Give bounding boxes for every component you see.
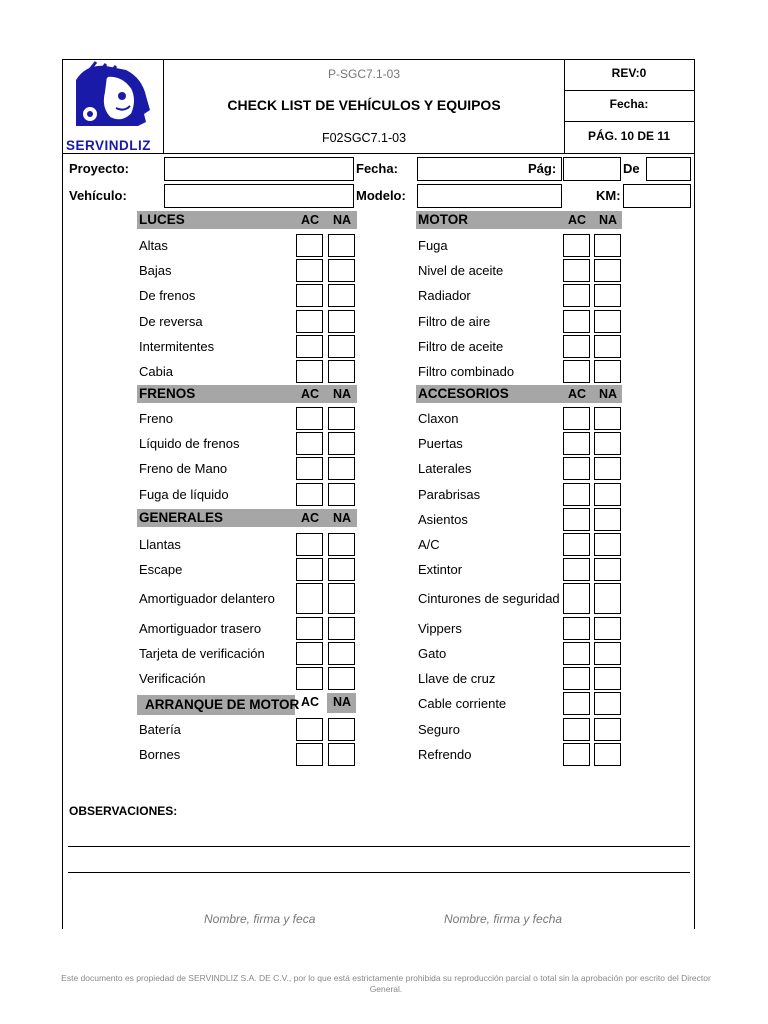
accesorios-item-label: Seguro bbox=[418, 722, 460, 737]
proyecto-label: Proyecto: bbox=[69, 161, 129, 176]
doc-title: CHECK LIST DE VEHÍCULOS Y EQUIPOS bbox=[227, 97, 501, 113]
header-row-line-2 bbox=[564, 121, 694, 122]
generales-item-label: Tarjeta de verificación bbox=[139, 646, 265, 661]
generales-item-label: Escape bbox=[139, 562, 183, 577]
generales-item-label: Llantas bbox=[139, 537, 181, 552]
arranque-item-label: Bornes bbox=[139, 747, 181, 762]
luces-na-checkbox[interactable] bbox=[328, 259, 355, 282]
frenos-ac-checkbox[interactable] bbox=[296, 483, 323, 506]
vehiculo-label: Vehículo: bbox=[69, 188, 127, 203]
motor-item-label: Nivel de aceite bbox=[418, 263, 504, 278]
luces-ac-header: AC bbox=[300, 213, 320, 227]
motor-ac-checkbox[interactable] bbox=[563, 360, 590, 383]
modelo-label: Modelo: bbox=[356, 188, 406, 203]
generales-ac-checkbox[interactable] bbox=[296, 558, 323, 581]
accesorios-na-header: NA bbox=[598, 387, 618, 401]
accesorios-ac-checkbox[interactable] bbox=[563, 583, 590, 614]
accesorios-item-label: Refrendo bbox=[418, 747, 472, 762]
accesorios-na-checkbox[interactable] bbox=[594, 718, 621, 741]
luces-ac-checkbox[interactable] bbox=[296, 234, 323, 257]
luces-item-label: De reversa bbox=[139, 314, 203, 329]
signature-left: Nombre, firma y feca bbox=[204, 912, 316, 926]
generales-na-checkbox[interactable] bbox=[328, 667, 355, 690]
frenos-title: FRENOS bbox=[139, 386, 196, 401]
luces-item-label: Altas bbox=[139, 238, 168, 253]
generales-na-checkbox[interactable] bbox=[328, 533, 355, 556]
accesorios-na-checkbox[interactable] bbox=[594, 432, 621, 455]
accesorios-ac-checkbox[interactable] bbox=[563, 642, 590, 665]
frenos-item-label: Líquido de frenos bbox=[139, 436, 240, 451]
motor-ac-checkbox[interactable] bbox=[563, 284, 590, 307]
frenos-na-checkbox[interactable] bbox=[328, 457, 355, 480]
revision: REV:0 bbox=[611, 66, 647, 80]
luces-item-label: Bajas bbox=[139, 263, 172, 278]
frenos-item-label: Freno bbox=[139, 411, 173, 426]
motor-na-checkbox[interactable] bbox=[594, 234, 621, 257]
accesorios-na-checkbox[interactable] bbox=[594, 583, 621, 614]
luces-na-checkbox[interactable] bbox=[328, 284, 355, 307]
generales-na-checkbox[interactable] bbox=[328, 642, 355, 665]
observaciones-line-2[interactable] bbox=[68, 872, 690, 873]
observaciones-label: OBSERVACIONES: bbox=[69, 804, 178, 818]
arranque-item-label: Batería bbox=[139, 722, 181, 737]
page-left-border bbox=[62, 59, 63, 929]
frenos-item-label: Fuga de líquido bbox=[139, 487, 229, 502]
accesorios-item-label: Laterales bbox=[418, 461, 472, 476]
motor-item-label: Radiador bbox=[418, 288, 471, 303]
motor-ac-checkbox[interactable] bbox=[563, 259, 590, 282]
frenos-na-checkbox[interactable] bbox=[328, 432, 355, 455]
motor-ac-checkbox[interactable] bbox=[563, 234, 590, 257]
arranque-ac-header: AC bbox=[300, 695, 320, 709]
accesorios-na-checkbox[interactable] bbox=[594, 558, 621, 581]
frenos-ac-checkbox[interactable] bbox=[296, 432, 323, 455]
accesorios-item-label: Parabrisas bbox=[418, 487, 481, 502]
accesorios-na-checkbox[interactable] bbox=[594, 692, 621, 715]
pag-input[interactable] bbox=[563, 157, 621, 181]
accesorios-ac-checkbox[interactable] bbox=[563, 558, 590, 581]
generales-na-checkbox[interactable] bbox=[328, 583, 355, 614]
generales-ac-checkbox[interactable] bbox=[296, 533, 323, 556]
arranque-na-header: NA bbox=[332, 695, 352, 709]
frenos-item-label: Freno de Mano bbox=[139, 461, 228, 476]
accesorios-ac-checkbox[interactable] bbox=[563, 718, 590, 741]
luces-na-checkbox[interactable] bbox=[328, 234, 355, 257]
accesorios-item-label: Gato bbox=[418, 646, 447, 661]
generales-item-label: Verificación bbox=[139, 671, 206, 686]
accesorios-na-checkbox[interactable] bbox=[594, 407, 621, 430]
generales-item-label: Amortiguador trasero bbox=[139, 621, 262, 636]
generales-ac-checkbox[interactable] bbox=[296, 583, 323, 614]
observaciones-line-1[interactable] bbox=[68, 846, 690, 847]
generales-ac-header: AC bbox=[300, 511, 320, 525]
accesorios-item-label: Extintor bbox=[418, 562, 463, 577]
accesorios-ac-checkbox[interactable] bbox=[563, 692, 590, 715]
frenos-ac-checkbox[interactable] bbox=[296, 407, 323, 430]
doc-code-bottom: F02SGC7.1-03 bbox=[321, 131, 407, 145]
motor-item-label: Filtro de aire bbox=[418, 314, 491, 329]
motor-na-checkbox[interactable] bbox=[594, 360, 621, 383]
company-name: SERVINDLIZ bbox=[66, 138, 152, 153]
accesorios-na-checkbox[interactable] bbox=[594, 457, 621, 480]
luces-item-label: Intermitentes bbox=[139, 339, 215, 354]
accesorios-ac-checkbox[interactable] bbox=[563, 533, 590, 556]
frenos-ac-header: AC bbox=[300, 387, 320, 401]
doc-code-top: P-SGC7.1-03 bbox=[327, 67, 401, 81]
accesorios-na-checkbox[interactable] bbox=[594, 667, 621, 690]
accesorios-ac-checkbox[interactable] bbox=[563, 432, 590, 455]
accesorios-ac-checkbox[interactable] bbox=[563, 483, 590, 506]
accesorios-na-checkbox[interactable] bbox=[594, 533, 621, 556]
page-right-border bbox=[694, 59, 695, 929]
luces-ac-checkbox[interactable] bbox=[296, 360, 323, 383]
arranque-title: ARRANQUE DE MOTOR bbox=[145, 697, 300, 712]
footer-disclaimer: Este documento es propiedad de SERVINDLIZ S.A. DE C.V., por lo que está estrictamente prohibida su reproducción parcial o total sin la aprobación por escrito del Director General. bbox=[61, 973, 711, 994]
motor-item-label: Fuga bbox=[418, 238, 448, 253]
luces-item-label: Cabia bbox=[139, 364, 173, 379]
luces-na-checkbox[interactable] bbox=[328, 310, 355, 333]
accesorios-item-label: Llave de cruz bbox=[418, 671, 496, 686]
generales-ac-checkbox[interactable] bbox=[296, 617, 323, 640]
motor-na-header: NA bbox=[598, 213, 618, 227]
accesorios-item-label: A/C bbox=[418, 537, 440, 552]
luces-na-header: NA bbox=[332, 213, 352, 227]
accesorios-item-label: Cable corriente bbox=[418, 696, 507, 711]
generales-na-header: NA bbox=[332, 511, 352, 525]
generales-item-label: Amortiguador delantero bbox=[139, 591, 275, 606]
luces-title: LUCES bbox=[139, 212, 185, 227]
frenos-na-checkbox[interactable] bbox=[328, 483, 355, 506]
accesorios-na-checkbox[interactable] bbox=[594, 508, 621, 531]
km-label: KM: bbox=[596, 188, 621, 203]
de-label: De bbox=[623, 161, 640, 176]
accesorios-ac-checkbox[interactable] bbox=[563, 457, 590, 480]
motor-item-label: Filtro combinado bbox=[418, 364, 515, 379]
generales-ac-checkbox[interactable] bbox=[296, 667, 323, 690]
generales-title: GENERALES bbox=[139, 510, 224, 525]
luces-ac-checkbox[interactable] bbox=[296, 335, 323, 358]
company-logo bbox=[66, 60, 162, 152]
header-fecha: Fecha: bbox=[609, 97, 649, 111]
de-input[interactable] bbox=[646, 157, 691, 181]
modelo-input[interactable] bbox=[417, 184, 562, 208]
accesorios-na-checkbox[interactable] bbox=[594, 483, 621, 506]
generales-na-checkbox[interactable] bbox=[328, 617, 355, 640]
motor-item-label: Filtro de aceite bbox=[418, 339, 504, 354]
accesorios-title: ACCESORIOS bbox=[418, 386, 509, 401]
km-input[interactable] bbox=[623, 184, 691, 208]
pag-label: Pág: bbox=[528, 161, 557, 176]
motor-na-checkbox[interactable] bbox=[594, 259, 621, 282]
luces-ac-checkbox[interactable] bbox=[296, 284, 323, 307]
motor-na-checkbox[interactable] bbox=[594, 310, 621, 333]
motor-na-checkbox[interactable] bbox=[594, 335, 621, 358]
fecha-label: Fecha: bbox=[356, 161, 398, 176]
luces-na-checkbox[interactable] bbox=[328, 360, 355, 383]
accesorios-na-checkbox[interactable] bbox=[594, 743, 621, 766]
motor-na-checkbox[interactable] bbox=[594, 284, 621, 307]
motor-ac-checkbox[interactable] bbox=[563, 310, 590, 333]
accesorios-item-label: Asientos bbox=[418, 512, 468, 527]
logo-emblem-icon bbox=[66, 60, 162, 140]
generales-na-checkbox[interactable] bbox=[328, 558, 355, 581]
generales-ac-checkbox[interactable] bbox=[296, 642, 323, 665]
accesorios-na-checkbox[interactable] bbox=[594, 642, 621, 665]
accesorios-na-checkbox[interactable] bbox=[594, 617, 621, 640]
arranque-na-checkbox[interactable] bbox=[328, 718, 355, 741]
header-row-line-1 bbox=[564, 90, 694, 91]
accesorios-item-label: Cinturones de seguridad bbox=[418, 591, 560, 606]
accesorios-ac-checkbox[interactable] bbox=[563, 617, 590, 640]
frenos-na-header: NA bbox=[332, 387, 352, 401]
vehiculo-input[interactable] bbox=[164, 184, 354, 208]
motor-ac-header: AC bbox=[567, 213, 587, 227]
signature-right: Nombre, firma y fecha bbox=[444, 912, 563, 926]
luces-ac-checkbox[interactable] bbox=[296, 259, 323, 282]
frenos-ac-checkbox[interactable] bbox=[296, 457, 323, 480]
arranque-na-checkbox[interactable] bbox=[328, 743, 355, 766]
accesorios-item-label: Vippers bbox=[418, 621, 462, 636]
accesorios-ac-checkbox[interactable] bbox=[563, 667, 590, 690]
accesorios-item-label: Puertas bbox=[418, 436, 463, 451]
frenos-na-checkbox[interactable] bbox=[328, 407, 355, 430]
page-number: PÁG. 10 DE 11 bbox=[587, 129, 671, 143]
accesorios-item-label: Claxon bbox=[418, 411, 459, 426]
luces-na-checkbox[interactable] bbox=[328, 335, 355, 358]
accesorios-ac-checkbox[interactable] bbox=[563, 407, 590, 430]
motor-ac-checkbox[interactable] bbox=[563, 335, 590, 358]
proyecto-input[interactable] bbox=[164, 157, 354, 181]
accesorios-ac-checkbox[interactable] bbox=[563, 508, 590, 531]
motor-title: MOTOR bbox=[418, 212, 468, 227]
arranque-ac-checkbox[interactable] bbox=[296, 718, 323, 741]
luces-ac-checkbox[interactable] bbox=[296, 310, 323, 333]
header-bottom-border bbox=[62, 153, 694, 154]
accesorios-ac-checkbox[interactable] bbox=[563, 743, 590, 766]
arranque-ac-checkbox[interactable] bbox=[296, 743, 323, 766]
luces-item-label: De frenos bbox=[139, 288, 196, 303]
accesorios-ac-header: AC bbox=[567, 387, 587, 401]
